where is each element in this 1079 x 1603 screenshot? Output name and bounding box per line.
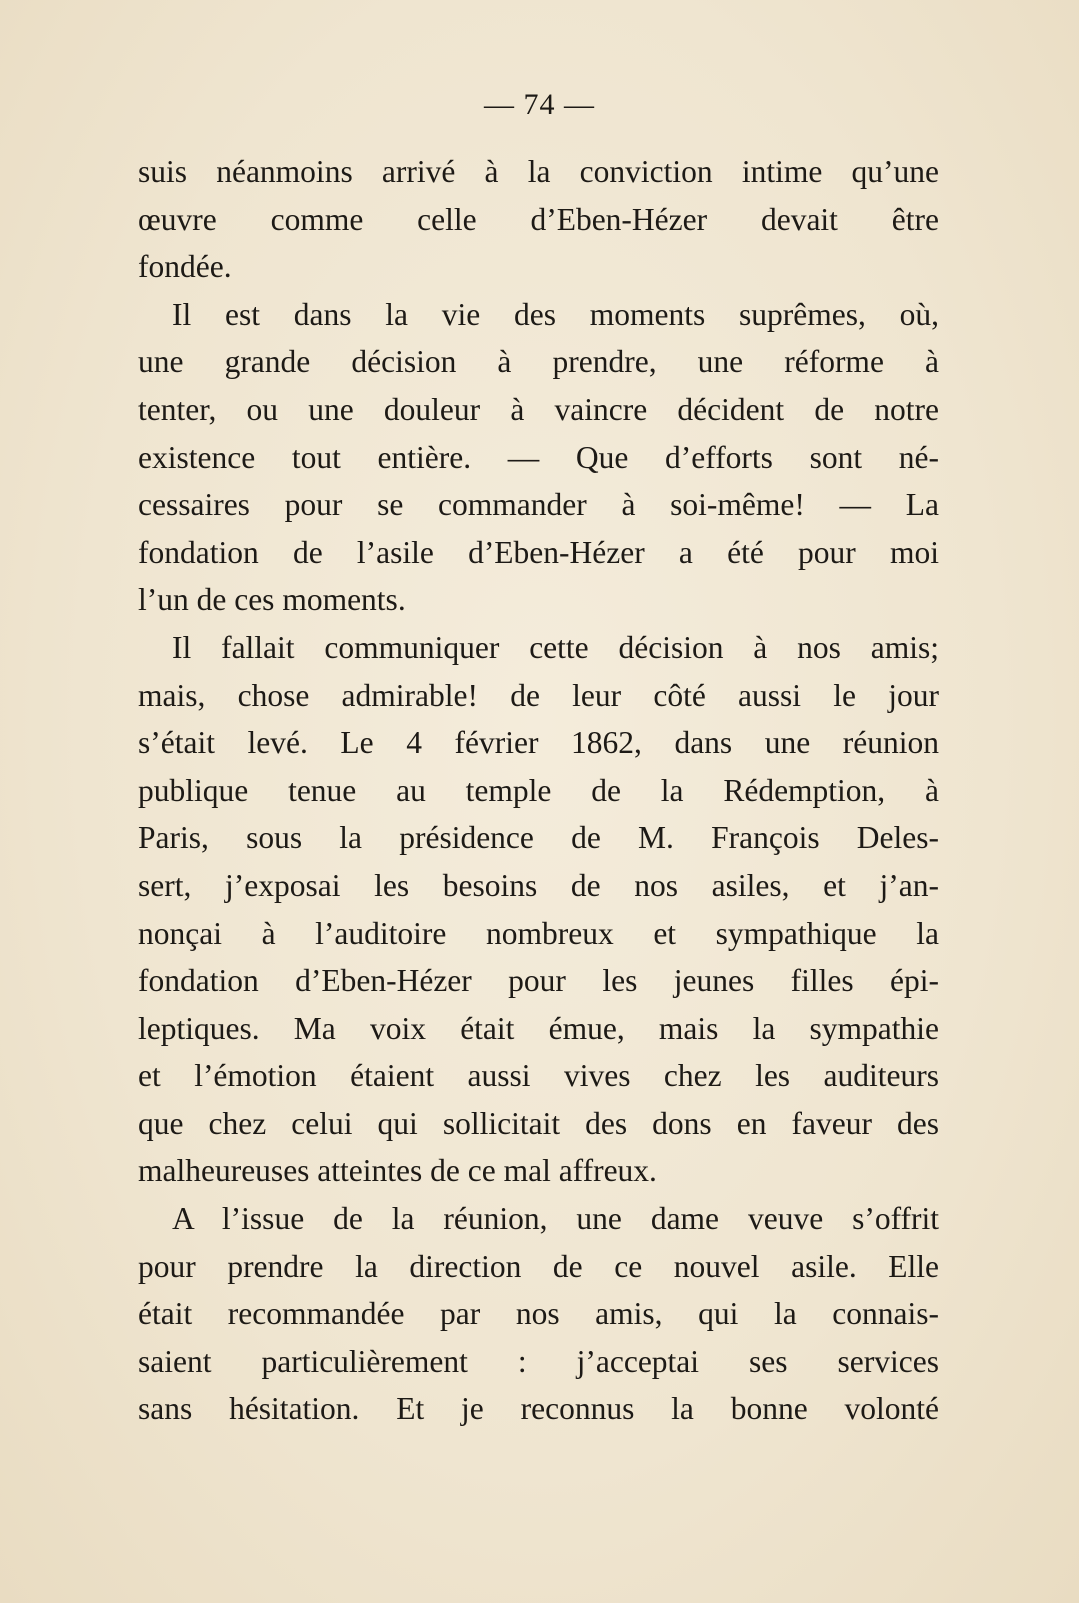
text-line: publique tenue au temple de la Rédemption, à [138, 772, 939, 808]
text-line: fondation de l’asile d’Eben-Hézer a été pour moi [138, 534, 939, 570]
text-line: était recommandée par nos amis, qui la connais- [138, 1296, 939, 1332]
text-line: une grande décision à prendre, une réforme à [138, 344, 939, 380]
text-line: suis néanmoins arrivé à la conviction intime qu’une [138, 154, 939, 189]
text-line: cessaires pour se commander à soi-même! — La [138, 487, 939, 523]
paragraph-1 [138, 148, 939, 291]
text-line: que chez celui qui sollicitait des dons en faveur des [138, 1105, 939, 1141]
text-line: mais, chose admirable! de leur côté aussi le jour [138, 677, 939, 713]
text-line: sert, j’exposai les besoins de nos asiles, et j’an- [138, 867, 939, 903]
text-line: existence tout entière. — Que d’efforts sont né- [138, 439, 939, 475]
text-line: tenter, ou une douleur à vaincre décident de notre [138, 391, 939, 427]
text-line: Il est dans la vie des moments suprêmes, où, [172, 296, 939, 332]
text-line: Il fallait communiquer cette décision à nos amis; [172, 629, 939, 665]
text-line: nonçai à l’auditoire nombreux et sympathique la [138, 915, 939, 951]
text-line: fondée. [138, 249, 232, 285]
text-line: et l’émotion étaient aussi vives chez les auditeurs [138, 1058, 939, 1094]
paragraph-2 [138, 291, 939, 624]
text-line: A l’issue de la réunion, une dame veuve s’offrit [172, 1201, 939, 1237]
text-line: pour prendre la direction de ce nouvel asile. Elle [138, 1248, 939, 1284]
paragraph-3 [138, 624, 939, 1195]
text-line: fondation d’Eben-Hézer pour les jeunes filles épi- [138, 963, 939, 999]
text-line: malheureuses atteintes de ce mal affreux. [138, 1153, 657, 1189]
text-line: l’un de ces moments. [138, 582, 406, 618]
text-line: saient particulièrement : j’acceptai ses services [138, 1343, 939, 1379]
text-line: œuvre comme celle d’Eben-Hézer devait être [138, 201, 939, 237]
text-line: Paris, sous la présidence de M. François Deles- [138, 820, 939, 856]
text-line: leptiques. Ma voix était émue, mais la sympathie [138, 1010, 939, 1046]
paragraph-4 [138, 1195, 939, 1433]
text-line: sans hésitation. Et je reconnus la bonne volonté [138, 1391, 939, 1427]
page-number: — 74 — [484, 88, 595, 121]
body-text [138, 148, 939, 1433]
text-line: s’était levé. Le 4 février 1862, dans une réunion [138, 725, 939, 761]
